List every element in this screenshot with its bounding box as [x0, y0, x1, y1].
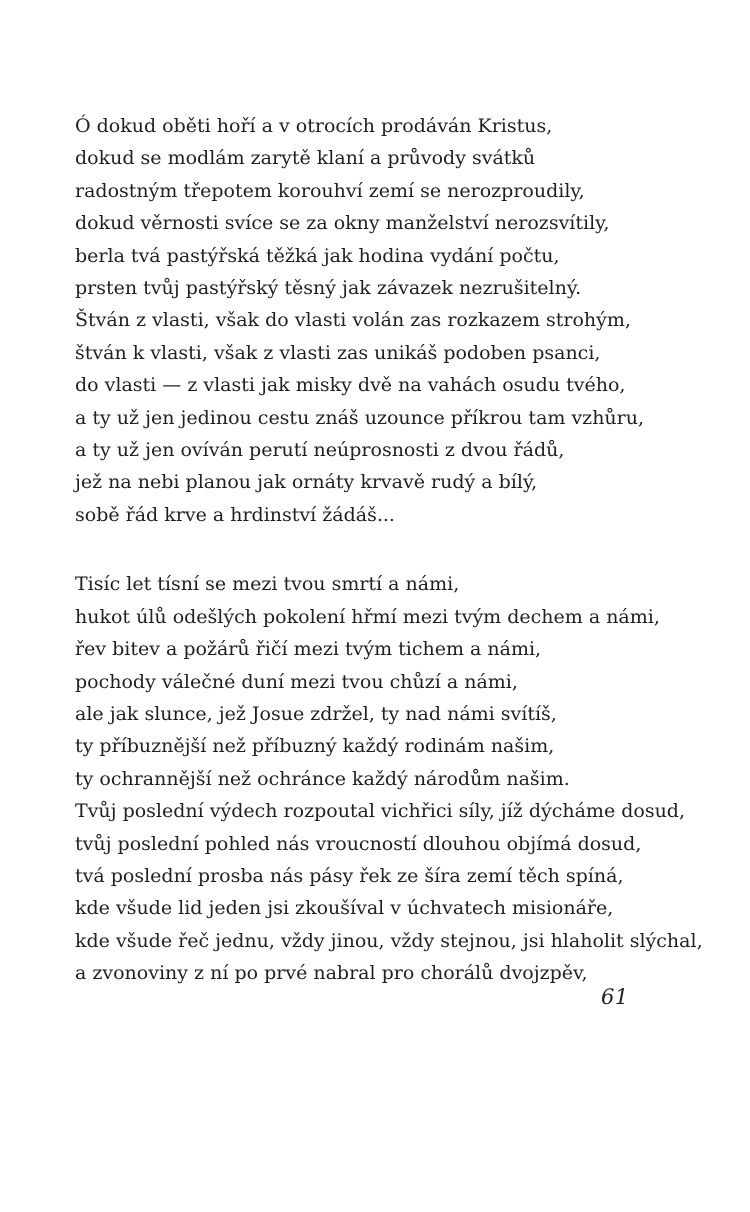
poem-line: Tisíc let tísní se mezi tvou smrtí a námi, — [75, 573, 460, 596]
poem-line: Ó dokud oběti hoří a v otrocích prodáván Kristus, — [75, 115, 553, 137]
poem-line: pochody válečné duní mezi tvou chůzí a námi, — [75, 670, 518, 693]
poem-line: ty ochrannější než ochránce každý národům našim. — [75, 767, 570, 790]
poem-line: tvůj poslední pohled nás vroucností dlouhou objímá dosud, — [75, 832, 642, 855]
poem-text — [75, 110, 715, 990]
poem-line: radostným třepotem korouhví zemí se nerozproudily, — [75, 179, 585, 202]
poem-line: hukot úlů odešlých pokolení hřmí mezi tvým dechem a námi, — [75, 605, 660, 628]
poem-line: berla tvá pastýřská těžká jak hodina vydání počtu, — [75, 244, 560, 267]
poem-line: sobě řád krve a hrdinství žádáš... — [75, 503, 395, 526]
poem-line: ty příbuznější než příbuzný každý rodinám našim, — [75, 735, 555, 758]
poem-line: tvá poslední prosba nás pásy řek ze šíra zemí těch spíná, — [75, 864, 624, 887]
stanza-2 — [75, 568, 715, 989]
page-number: 61 — [601, 985, 629, 1009]
poem-line: Tvůj poslední výdech rozpoutal vichřici síly, jíž dýcháme dosud, — [75, 800, 686, 823]
poem-line: kde všude řeč jednu, vždy jinou, vždy stejnou, jsi hlaholit slýchal, — [75, 929, 703, 952]
poem-line: štván k vlasti, však z vlasti zas unikáš podoben psanci, — [75, 341, 601, 364]
poem-line: a ty už jen ovíván perutí neúprosnosti z dvou řádů, — [75, 439, 565, 462]
poem-line: Štván z vlasti, však do vlasti volán zas rozkazem strohým, — [75, 309, 631, 332]
poem-line: a zvonoviny z ní po prvé nabral pro chorálů dvojzpěv, — [75, 962, 588, 985]
poem-line: kde všude lid jeden jsi zkoušíval v úchvatech misionáře, — [75, 897, 614, 920]
poem-line: jež na nebi planou jak ornáty krvavě rudý a bílý, — [75, 471, 538, 494]
poem-line: dokud se modlám zarytě klaní a průvody svátků — [75, 147, 536, 170]
poem-line: dokud věrnosti svíce se za okny manželství nerozsvítily, — [75, 212, 610, 235]
stanza-1 — [75, 110, 715, 531]
poem-line: řev bitev a požárů řičí mezi tvým tichem a námi, — [75, 638, 542, 661]
poem-line: ale jak slunce, jež Josue zdržel, ty nad námi svítíš, — [75, 702, 557, 725]
poem-line: do vlasti — z vlasti jak misky dvě na vahách osudu tvého, — [75, 374, 626, 397]
poem-line: prsten tvůj pastýřský těsný jak závazek nezrušitelný. — [75, 277, 582, 300]
poem-line: a ty už jen jedinou cestu znáš uzounce příkrou tam vzhůru, — [75, 406, 645, 429]
